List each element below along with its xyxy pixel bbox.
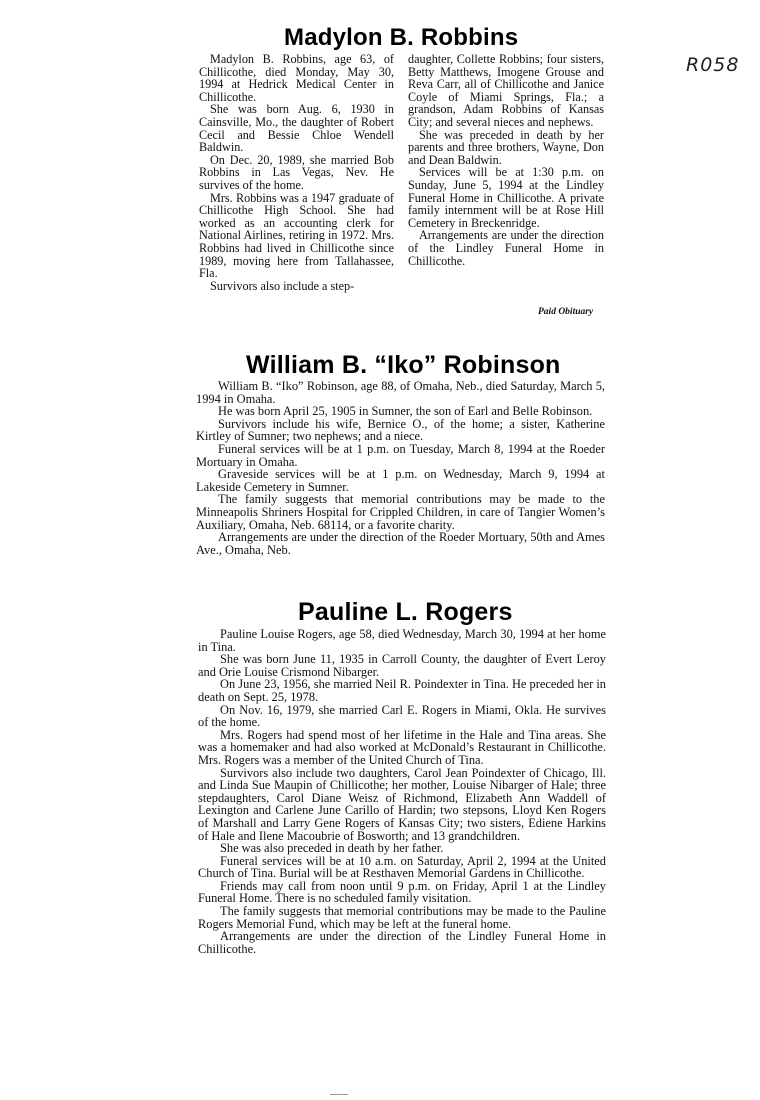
obituary-1-paragraph: Madylon B. Robbins, age 63, of Chillicothe, died Monday, May 30, 1994 at Hedrick Medical Center in Chillicothe. bbox=[199, 52, 394, 104]
scan-mark bbox=[330, 1094, 348, 1095]
obituary-3-paragraph: Funeral services will be at 10 a.m. on Saturday, April 2, 1994 at the United Church of Tina. Burial will be at Resthaven Memorial Gardens in Chillicothe. bbox=[198, 853, 606, 881]
obituary-3-paragraph: Survivors also include two daughters, Carol Jean Poindexter of Chicago, Ill. and Linda Sue Maupin of Chillicothe; her mother, Louise Nibarger of Hale; three stepdaughters, Carol Diane Weisz of Richmond, Elizabeth Ann Waddell of Lexington and Carlene June Carillo of Hardin; two stepsons, Lloyd Ken Rogers of Marshall and Larry Gene Rogers of Kansas City; two sisters, Ediene Harkins of Hale and Ilene Macoubrie of Bosworth; and 13 grandchildren. bbox=[198, 765, 606, 843]
obituary-3-paragraph: Pauline Louise Rogers, age 58, died Wednesday, March 30, 1994 at her home in Tina. bbox=[198, 627, 606, 654]
obituary-3-paragraph: She was also preceded in death by her father. bbox=[220, 841, 444, 856]
obituary-2-paragraph: Funeral services will be at 1 p.m. on Tuesday, March 8, 1994 at the Roeder Mortuary in Omaha. bbox=[196, 441, 605, 469]
archive-reference: R058 bbox=[686, 54, 740, 76]
obituary-2-body bbox=[196, 380, 605, 556]
obituary-1-paragraph: Arrangements are under the direction of the Lindley Funeral Home in Chillicothe. bbox=[408, 228, 604, 268]
obituary-1-column-2 bbox=[408, 53, 604, 267]
obituary-1-paragraph: Mrs. Robbins was a 1947 graduate of Chillicothe High School. She had worked as an accounting clerk for National Airlines, retiring in 1972. Mrs. Robbins had lived in Chillicothe since 1989, moving here from Tallahassee, Fla. bbox=[199, 190, 394, 281]
obituary-2-headline: William B. “Iko” Robinson bbox=[246, 351, 561, 379]
obituary-2-paragraph: He was born April 25, 1905 in Sumner, the son of Earl and Belle Robinson. bbox=[218, 404, 593, 419]
obituary-3-headline: Pauline L. Rogers bbox=[298, 598, 513, 626]
obituary-1-paragraph: daughter, Collette Robbins; four sisters, Betty Matthews, Imogene Grouse and Reva Carr, all of Chillicothe and Janice Coyle of Miami Springs, Fla.; a grandson, Adam Robbins of Kansas City; and several nieces and nephews. bbox=[408, 52, 604, 129]
obituary-1-headline: Madylon B. Robbins bbox=[284, 24, 519, 51]
paid-obituary-label: Paid Obituary bbox=[538, 307, 594, 317]
obituary-2-paragraph: Survivors include his wife, Bernice O., of the home; a sister, Katherine Kirtley of Sumner; two nephews; and a niece. bbox=[196, 416, 605, 444]
obituary-2-paragraph: Arrangements are under the direction of the Roeder Mortuary, 50th and Ames Ave., Omaha, Neb. bbox=[196, 530, 605, 557]
obituary-3-paragraph: On June 23, 1956, she married Neil R. Poindexter in Tina. He preceded her in death on Sept. 25, 1978. bbox=[198, 677, 606, 704]
obituary-3-paragraph: She was born June 11, 1935 in Carroll County, the daughter of Evert Leroy and Orie Louise Crismond Nibarger. bbox=[198, 652, 606, 679]
obituary-2-paragraph: Graveside services will be at 1 p.m. on Wednesday, March 9, 1994 at Lakeside Cemetery in Sumner. bbox=[196, 467, 605, 494]
obituary-3-paragraph: The family suggests that memorial contributions may be made to the Pauline Rogers Memorial Fund, which may be left at the funeral home. bbox=[198, 904, 606, 931]
obituary-2-paragraph: William B. “Iko” Robinson, age 88, of Omaha, Neb., died Saturday, March 5, 1994 in Omaha. bbox=[196, 379, 605, 406]
obituary-3-paragraph: On Nov. 16, 1979, she married Carl E. Rogers in Miami, Okla. He survives of the home. bbox=[198, 702, 606, 730]
obituary-1-paragraph: She was preceded in death by her parents and three brothers, Wayne, Don and Dean Baldwin. bbox=[408, 127, 604, 167]
obituary-3-paragraph: Friends may call from noon until 9 p.m. on Friday, April 1 at the Lindley Funeral Home. There is no scheduled family visitation. bbox=[198, 878, 606, 906]
obituary-1-paragraph: Survivors also include a step- bbox=[210, 278, 355, 293]
obituary-1-paragraph: Services will be at 1:30 p.m. on Sunday, June 5, 1994 at the Lindley Funeral Home in Chillicothe. A private family internment will be at Rose Hill Cemetery in Breckenridge. bbox=[408, 165, 604, 230]
obituary-1-paragraph: She was born Aug. 6, 1930 in Cainsville, Mo., the daughter of Robert Cecil and Bessie Chloe Wendell Baldwin. bbox=[199, 102, 394, 155]
obituary-3-paragraph: Mrs. Rogers had spend most of her lifetime in the Hale and Tina areas. She was a homemaker and had also worked at McDonald’s Restaurant in Chillicothe. Mrs. Rogers was a member of the United Church of Tina. bbox=[198, 727, 606, 767]
obituary-1-paragraph: On Dec. 20, 1989, she married Bob Robbins in Las Vegas, Nev. He survives of the home. bbox=[199, 152, 394, 192]
obituary-1-column-1 bbox=[199, 53, 394, 292]
obituary-3-body bbox=[198, 628, 606, 955]
obituary-3-paragraph: Arrangements are under the direction of the Lindley Funeral Home in Chillicothe. bbox=[198, 929, 606, 956]
obituary-2-paragraph: The family suggests that memorial contributions may be made to the Minneapolis Shriners Hospital for Crippled Children, in care of Tangier Women’s Auxiliary, Omaha, Neb. 68114, or a favorite charity. bbox=[196, 492, 605, 532]
